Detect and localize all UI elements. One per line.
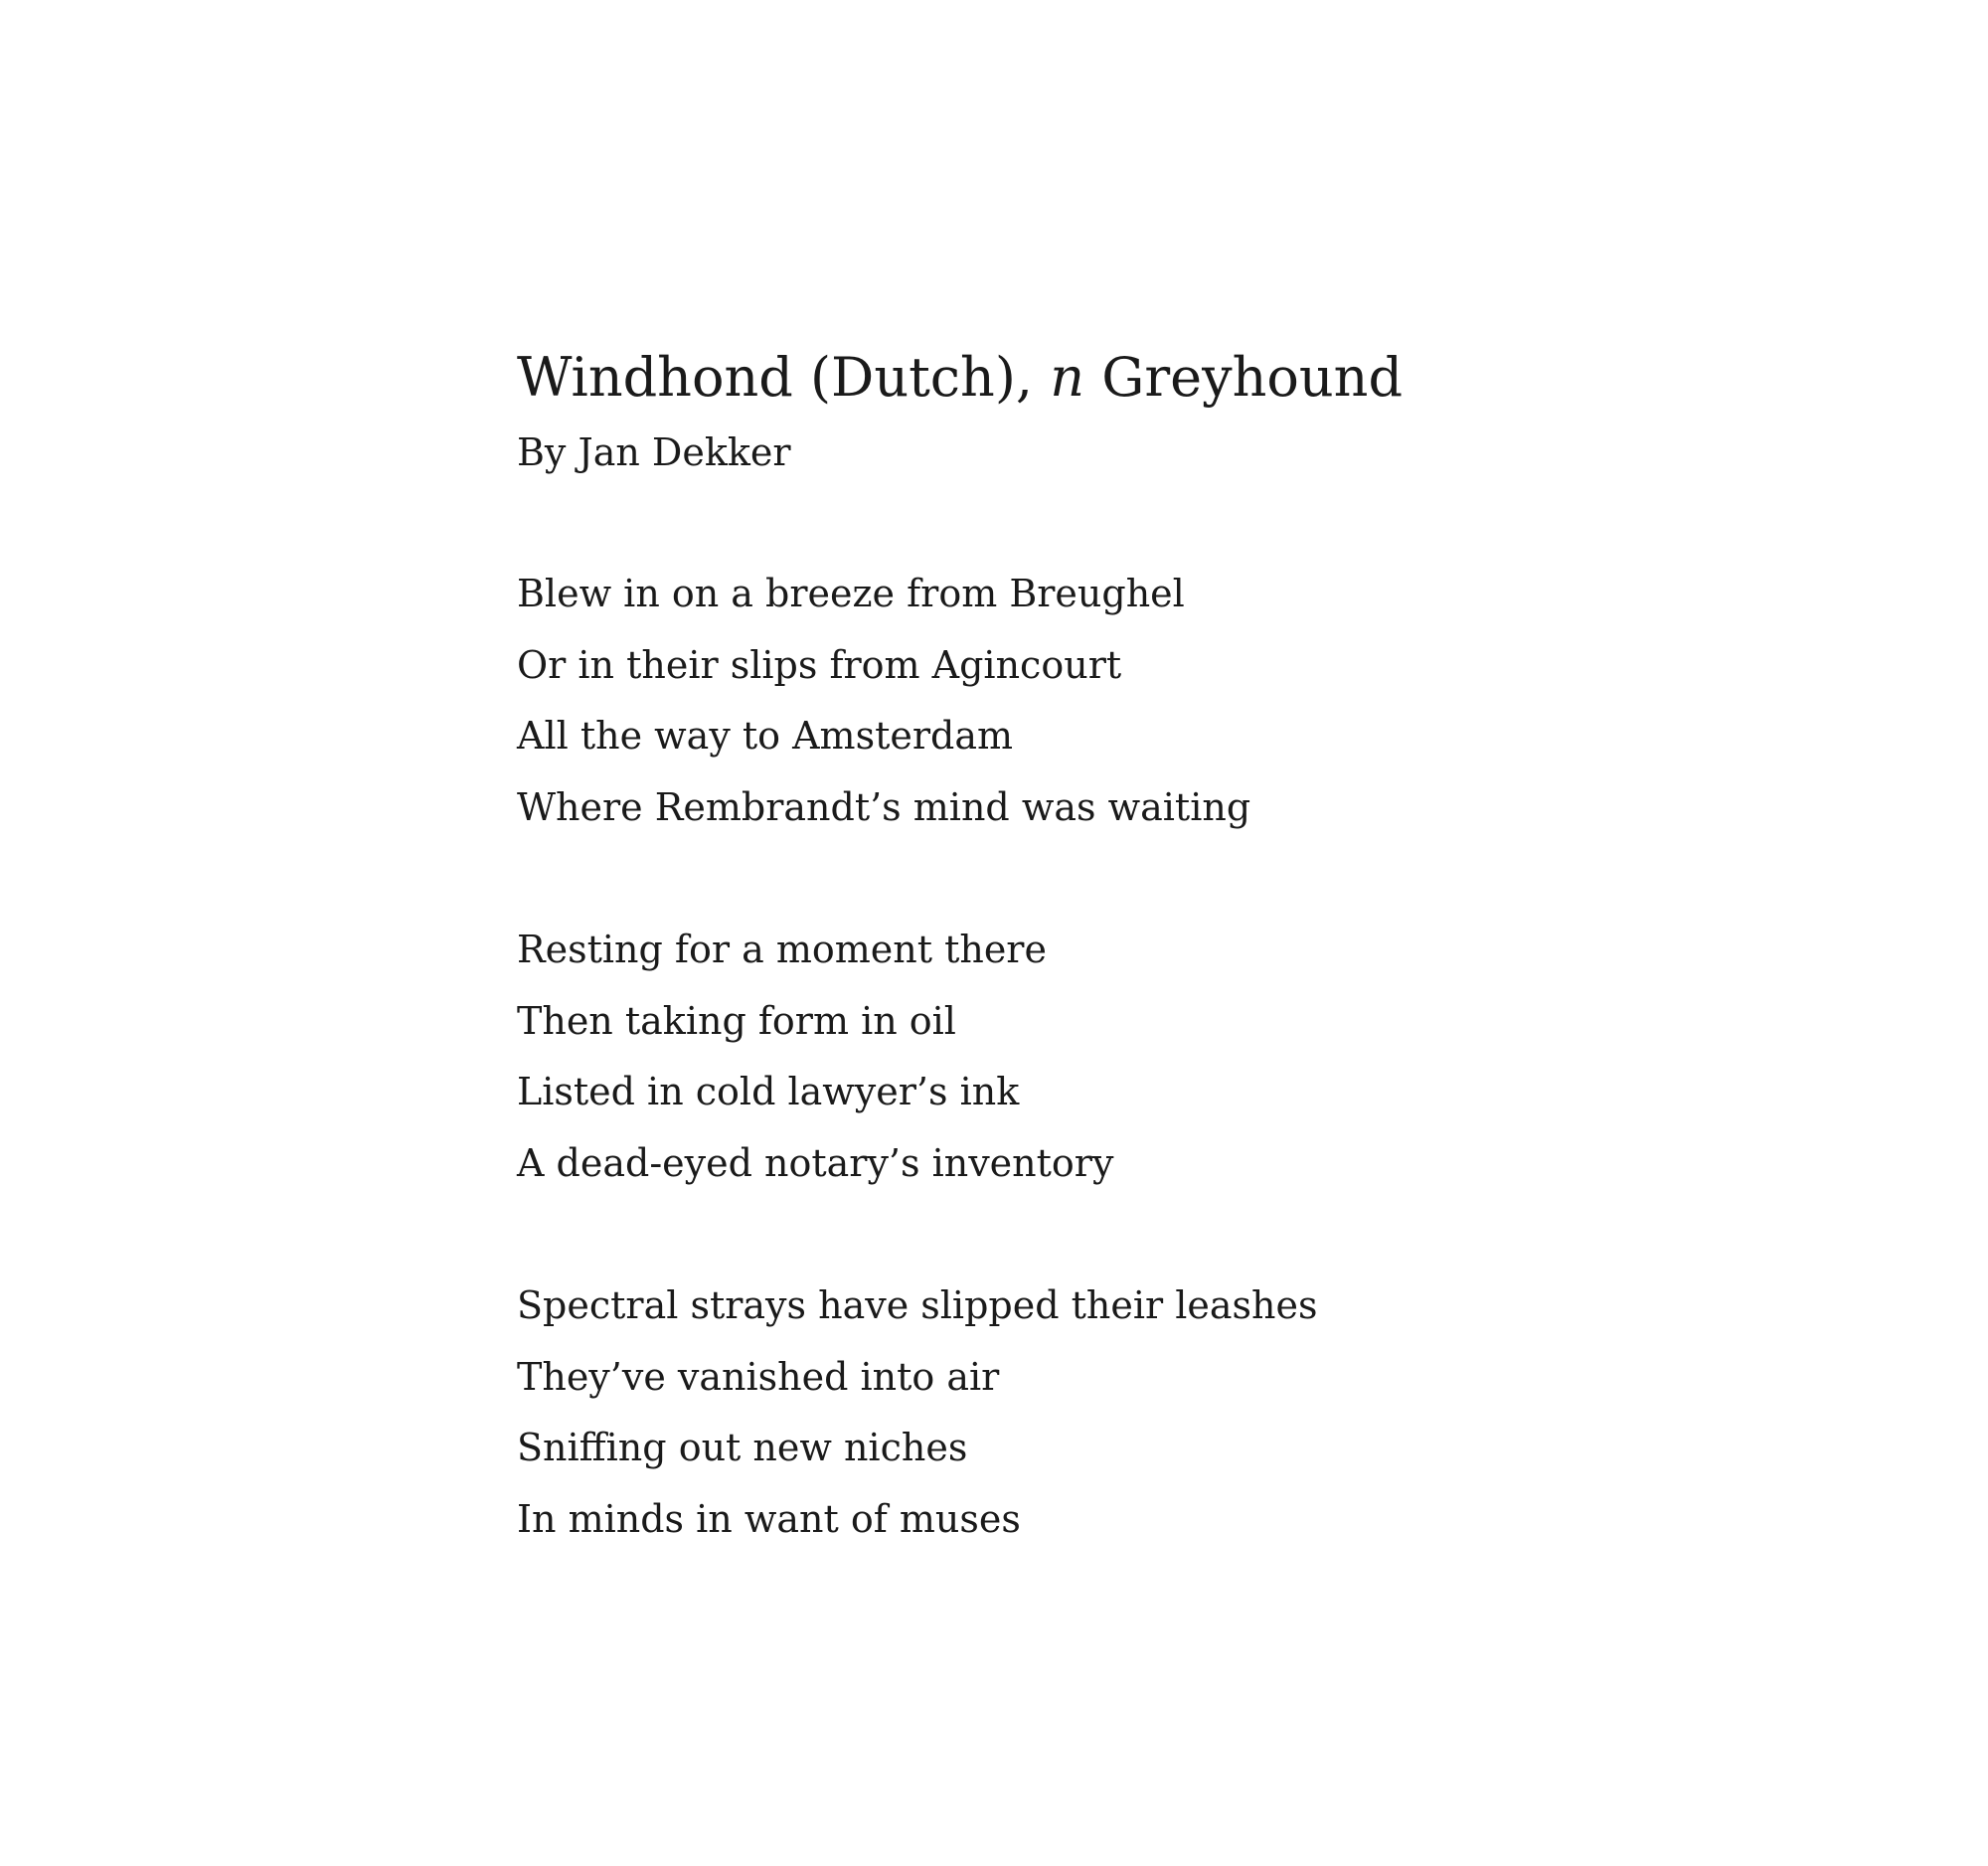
poem-line: Then taking form in oil [517, 998, 956, 1043]
poem-line: Blew in on a breeze from Breughel [517, 572, 1185, 615]
poem-line: Where Rembrandt’s mind was waiting [517, 784, 1251, 829]
poem-line: Sniffing out new niches [517, 1426, 968, 1469]
poem-line: In minds in want of muses [517, 1496, 1021, 1541]
stanza-1 [517, 559, 1710, 843]
poem [517, 338, 1710, 1555]
poem-title [517, 338, 1710, 418]
poem-line: They’ve vanished into air [517, 1354, 1000, 1399]
stanza-3 [517, 1271, 1710, 1555]
stanza-2 [517, 915, 1710, 1199]
poem-line: A dead-eyed notary’s inventory [517, 1140, 1114, 1185]
title-word: Windhond (Dutch), [517, 346, 1034, 409]
title-meaning: Greyhound [1101, 346, 1404, 409]
poem-line: Spectral strays have slipped their leashes [517, 1283, 1318, 1327]
poem-body [517, 559, 1710, 1555]
poem-line: Or in their slips from Agincourt [517, 642, 1122, 687]
poem-line: Listed in cold lawyer’s ink [517, 1070, 1020, 1113]
title-part-of-speech: n [1050, 346, 1085, 409]
poem-line: Resting for a moment there [517, 928, 1047, 971]
byline: By Jan Dekker [517, 430, 791, 474]
poem-line: All the way to Amsterdam [517, 714, 1014, 758]
